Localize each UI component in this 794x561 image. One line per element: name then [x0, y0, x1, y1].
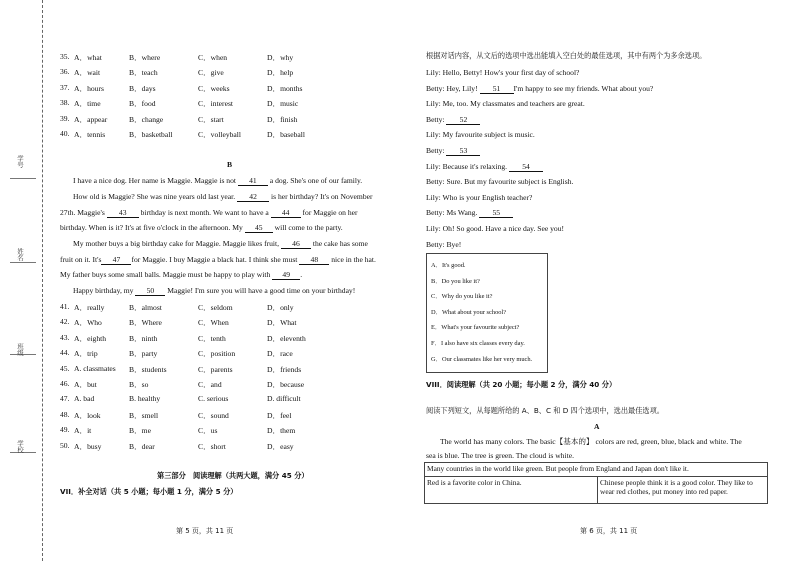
option-d[interactable]: D．race: [267, 349, 293, 359]
field-line: [10, 178, 36, 179]
question-number: 43.: [60, 332, 70, 342]
blank-43[interactable]: 43: [107, 208, 139, 218]
option-a[interactable]: A．time: [74, 99, 101, 109]
page-footer: 第 6 页，共 11 页: [580, 527, 638, 535]
option-a[interactable]: A．but: [74, 380, 97, 389]
question-number: 42.: [60, 317, 70, 327]
option-item: F．I also have six classes every day.: [431, 340, 525, 347]
option-a[interactable]: A．Who: [74, 318, 102, 328]
question-number: 50.: [60, 440, 70, 450]
passage-line: The world has many colors. The basic【基本的】 colors are red, green, blue, black and white. The: [440, 437, 742, 446]
passage-line: fruit on it. It's 47 for Maggie. I buy Maggie a black hat. I think she must 48 nice in the hat.: [60, 255, 376, 264]
option-d[interactable]: D．because: [267, 380, 305, 389]
field-line: [10, 262, 36, 263]
question-number: 45.: [60, 363, 70, 373]
dialogue-instruction: 根据对话内容，从文后的选项中选出能填入空白处的最佳选项，其中有两个为多余选项。: [426, 51, 707, 60]
student-id-label: 学号: [16, 155, 24, 168]
blank-41[interactable]: 41: [238, 176, 268, 186]
options-box: [426, 253, 548, 373]
option-a[interactable]: A．busy: [74, 441, 102, 451]
option-b[interactable]: B．basketball: [129, 130, 173, 139]
page-footer: 第 5 页，共 11 页: [176, 527, 234, 535]
option-c[interactable]: C．give: [198, 68, 224, 78]
question-number: 38.: [60, 98, 70, 108]
passage-line: Happy birthday, my 50 Maggie! I'm sure you will have a good time on your birthday!: [73, 286, 356, 295]
blank-55[interactable]: 55: [479, 208, 513, 218]
school-label: 学校: [16, 440, 24, 453]
option-c[interactable]: C．volleyball: [198, 130, 242, 139]
option-d[interactable]: D．months: [267, 83, 303, 93]
dialogue-line: Lily: Hello, Betty! How's your first day of school?: [426, 68, 580, 77]
option-d[interactable]: D．music: [267, 99, 299, 109]
cell-line: wear red clothes, put money into red paper.: [600, 487, 728, 496]
question-number: 49.: [60, 425, 70, 435]
blank-49[interactable]: 49: [272, 270, 300, 280]
option-c[interactable]: C．start: [198, 114, 224, 124]
colors-table: [424, 462, 768, 504]
table-row: [425, 463, 768, 477]
option-a[interactable]: A．appear: [74, 114, 108, 124]
blank-44[interactable]: 44: [271, 208, 301, 218]
blank-42[interactable]: 42: [237, 192, 269, 202]
option-d[interactable]: D．only: [267, 303, 294, 312]
part8-instruction: 阅读下列短文，从每题所给的 A、B、C 和 D 四个选项中，选出最佳选项。: [426, 406, 664, 415]
cut-line: [42, 0, 43, 561]
option-c[interactable]: C．weeks: [198, 83, 230, 93]
blank-52[interactable]: 52: [446, 115, 480, 125]
cell-line: Chinese people think it is a good color. They like to: [600, 478, 753, 487]
blank-46[interactable]: 46: [281, 239, 311, 249]
question-number: 40.: [60, 129, 70, 138]
passage-line: How old is Maggie? She was nine years old last year. 42 is her birthday? It's on November: [73, 192, 373, 201]
option-c[interactable]: C．us: [198, 426, 218, 436]
dialogue-line: Lily: Because it's relaxing. 54: [426, 162, 543, 172]
option-item: D．What about your school?: [431, 308, 507, 316]
option-c[interactable]: C．seldom: [198, 303, 233, 312]
dialogue-line: Betty: Sure. But my favourite subject is English.: [426, 177, 574, 187]
question-number: 48.: [60, 409, 70, 419]
section-a-heading: A: [594, 422, 600, 431]
part3-title: 第三部分 阅读理解（共两大题，满分 45 分）: [157, 471, 309, 480]
option-a[interactable]: A. bad: [74, 394, 95, 404]
option-b[interactable]: B．dear: [129, 441, 155, 451]
option-d[interactable]: D. difficult: [267, 394, 301, 404]
option-c[interactable]: C．short: [198, 441, 226, 451]
passage-line: sea is blue. The tree is green. The cloud is white.: [426, 451, 574, 460]
question-number: 35.: [60, 52, 70, 61]
option-c[interactable]: C．position: [198, 349, 236, 359]
option-d[interactable]: D．easy: [267, 441, 294, 451]
class-label: 班级: [16, 343, 24, 356]
dialogue-line: Betty: 52: [426, 115, 480, 125]
dialogue-line: Lily: Me, too. My classmates and teachers are great.: [426, 99, 585, 109]
question-number: 41.: [60, 302, 70, 311]
blank-45[interactable]: 45: [245, 223, 273, 233]
option-d[interactable]: D．friends: [267, 364, 302, 374]
table-cell: Many countries in the world like green. But people from England and Japan don't like it.: [425, 463, 768, 477]
dialogue-line: Betty: Bye!: [426, 239, 462, 249]
option-c[interactable]: C．interest: [198, 99, 234, 109]
option-a[interactable]: A．it: [74, 426, 92, 436]
option-item: A．It's good.: [431, 262, 466, 269]
dialogue-line: Lily: My favourite subject is music.: [426, 130, 535, 140]
option-item: C．Why do you like it?: [431, 293, 493, 301]
part7-title: VII．补全对话（共 5 小题；每小题 1 分，满分 5 分）: [60, 487, 238, 496]
option-b[interactable]: B．me: [129, 426, 151, 436]
passage-line: birthday. When is it? It's at five o'clock in the afternoon. My 45 will come to the party.: [60, 223, 343, 232]
option-a[interactable]: A．eighth: [74, 333, 107, 343]
option-b[interactable]: B. healthy: [129, 394, 161, 404]
option-item: G．Our classmates like her very much.: [431, 355, 533, 363]
passage-line: My father buys some small balls. Maggie must be happy to play with 49 .: [60, 270, 303, 279]
passage-line: My mother buys a big birthday cake for Maggie. Maggie likes fruit, 46 the cake has some: [73, 239, 368, 248]
option-c[interactable]: C．parents: [198, 364, 233, 374]
blank-53[interactable]: 53: [446, 146, 480, 156]
option-a[interactable]: A. classmates: [74, 363, 116, 373]
option-c[interactable]: C．tenth: [198, 333, 226, 343]
blank-47[interactable]: 47: [101, 255, 131, 265]
option-b[interactable]: B．so: [129, 380, 149, 389]
option-c[interactable]: C．when: [198, 53, 228, 62]
option-b[interactable]: B．students: [129, 364, 167, 374]
table-cell: Red is a favorite color in China.: [425, 477, 598, 504]
option-b[interactable]: B．almost: [129, 303, 162, 312]
option-c[interactable]: C. serious: [198, 394, 229, 404]
table-row: [425, 477, 768, 504]
passage-line: 27th. Maggie's 43 birthday is next month. We want to have a 44 for Maggie on her: [60, 208, 358, 217]
option-a[interactable]: A．what: [74, 53, 102, 62]
option-b[interactable]: B．food: [129, 99, 156, 109]
dialogue-line: Lily: Oh! So good. Have a nice day. See you!: [426, 224, 565, 233]
option-item: E．What's your favourite subject?: [431, 324, 520, 332]
question-number: 44.: [60, 348, 70, 358]
option-d[interactable]: D．feel: [267, 410, 292, 420]
section-b-heading: B: [227, 160, 233, 169]
blank-50[interactable]: 50: [135, 286, 165, 296]
option-c[interactable]: C．sound: [198, 410, 229, 420]
option-a[interactable]: A．really: [74, 303, 105, 312]
dialogue-line: Betty: Hey, Lily! 51 I'm happy to see my friends. What about you?: [426, 83, 654, 93]
option-d[interactable]: D．eleventh: [267, 333, 306, 343]
option-b[interactable]: B．Where: [129, 318, 162, 328]
option-d[interactable]: D．help: [267, 68, 294, 78]
option-d[interactable]: D．baseball: [267, 130, 305, 139]
option-a[interactable]: A．hours: [74, 83, 104, 93]
question-number: 47.: [60, 394, 70, 404]
option-c[interactable]: C．When: [198, 318, 229, 328]
option-b[interactable]: B．where: [129, 53, 161, 62]
option-d[interactable]: D．why: [267, 53, 294, 62]
option-d[interactable]: D．them: [267, 426, 296, 436]
blank-48[interactable]: 48: [299, 255, 329, 265]
option-d[interactable]: D．What: [267, 318, 297, 328]
option-a[interactable]: A．trip: [74, 349, 98, 359]
option-c[interactable]: C．and: [198, 380, 222, 389]
option-b[interactable]: B．party: [129, 349, 158, 359]
question-number: 37.: [60, 82, 70, 92]
name-label: 姓名: [16, 248, 24, 261]
option-item: B．Do you like it?: [431, 277, 480, 285]
option-b[interactable]: B．ninth: [129, 333, 158, 343]
option-b[interactable]: B．change: [129, 114, 164, 124]
blank-54[interactable]: 54: [509, 162, 543, 172]
option-b[interactable]: B．days: [129, 83, 156, 93]
option-b[interactable]: B．teach: [129, 68, 158, 78]
blank-51[interactable]: 51: [480, 84, 514, 94]
passage-line: I have a nice dog. Her name is Maggie. Maggie is not 41 a dog. She's one of our family.: [73, 176, 363, 185]
question-number: 46.: [60, 379, 70, 388]
option-a[interactable]: A．tennis: [74, 130, 106, 139]
dialogue-line: Lily: Who is your English teacher?: [426, 192, 533, 202]
question-number: 39.: [60, 113, 70, 123]
part8-title: VIII．阅读理解（共 20 小题；每小题 2 分，满分 40 分）: [426, 380, 617, 389]
option-d[interactable]: D．finish: [267, 114, 298, 124]
table-cell: [598, 477, 768, 504]
dialogue-line: Betty: Ms Wang. 55: [426, 208, 513, 218]
option-a[interactable]: A．wait: [74, 68, 101, 78]
option-b[interactable]: B．smell: [129, 410, 159, 420]
question-number: 36.: [60, 67, 70, 77]
option-a[interactable]: A．look: [74, 410, 101, 420]
dialogue-line: Betty: 53: [426, 146, 480, 156]
